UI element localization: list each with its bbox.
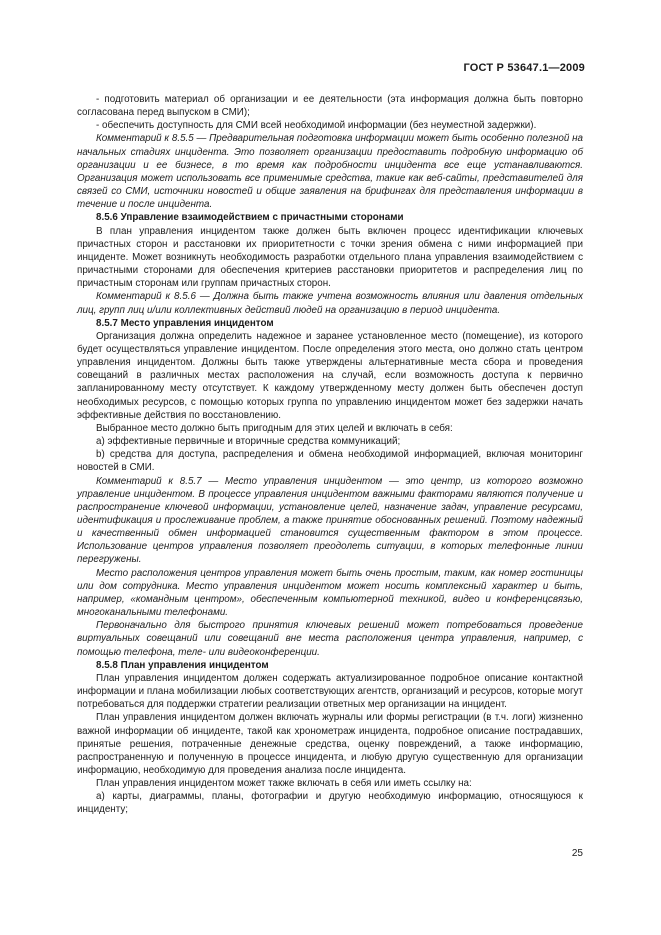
paragraph: - подготовить материал об организации и ее деятельности (эта информация должна быть повторно согласована перед выпуском в СМИ); <box>77 94 583 119</box>
paragraph: b) средства для доступа, распределения и обмена необходимой информацией, включая мониторинг новостей в СМИ. <box>77 449 583 474</box>
paragraph: В план управления инцидентом также должен быть включен процесс идентификации ключевых причастных сторон и расстановки их приоритетности с точки зрения обмена с ними информацией при инциденте. Может возникнуть необходимость разработки отдельного плана управления взаимодействием с причастными сторонами для обеспечения критериев расстановки приоритетов и распределения лиц по причастным сторонам или группам причастных сторон. <box>77 225 583 290</box>
paragraph: - обеспечить доступность для СМИ всей необходимой информации (без неуместной задержки). <box>96 120 537 132</box>
body-text <box>77 93 583 817</box>
section-heading: 8.5.6 Управление взаимодействием с причастными сторонами <box>96 212 404 224</box>
section-heading: 8.5.8 План управления инцидентом <box>96 659 269 671</box>
paragraph: a) карты, диаграммы, планы, фотографии и другую необходимую информацию, относящуюся к инциденту; <box>77 791 583 816</box>
document-id-header: ГОСТ Р 53647.1—2009 <box>463 62 585 74</box>
page-number: 25 <box>571 848 583 859</box>
comment-paragraph: Комментарий к 8.5.7 — Место управления инцидентом — это центр, из которого возможно управление инцидентом. В процессе управления инцидентом важными факторами являются получение и распространение ключевой информации, установление целей, назначение задач, управление ресурсами, идентификация и прослеживание проблем, а также принятие обоснованных решений. Поэтому надежный и качественный обмен информацией становится существенным фактором в этом процессе. Использование центров управления позволяет преодолеть ситуации, в которых телефонные линии перегружены. <box>77 475 583 566</box>
paragraph: Выбранное место должно быть пригодным для этих целей и включать в себя: <box>96 422 453 434</box>
paragraph: План управления инцидентом должен содержать актуализированное подробное описание контактной информации и плана мобилизации любых соответствующих агентств, организаций и ресурсов, которые могут потребоваться для поддержки стратегии реализации ответных мер организации на инцидент. <box>77 672 583 711</box>
comment-paragraph: Комментарий к 8.5.5 — Предварительная подготовка информации может быть особенно полезной на начальных стадиях инцидента. Это позволяет организации предоставить подробную информацию об организации и ее бизнесе, в то время как подробности инцидента все еще устанавливаются. Организация может использовать все применимые средства, такие как веб-сайты, представителей для связей со СМИ, источники новостей и общие заявления на брифингах для представления информации в течение и после инцидента. <box>77 133 583 211</box>
paragraph: a) эффективные первичные и вторичные средства коммуникаций; <box>96 436 401 448</box>
comment-paragraph: Первоначально для быстрого принятия ключевых решений может потребоваться проведение виртуальных совещаний или совещаний вне места расположения центра управления, например, с помощью телефона, теле- или видеоконференции. <box>77 620 583 658</box>
comment-paragraph: Место расположения центров управления может быть очень простым, таким, как номер гостиницы или дом сотрудника. Место управления инцидентом может носить комплексный характер и быть, например, «командным центром», обеспеченным компьютерной техникой, видео и конференцсвязью, многоканальными телефонами. <box>77 567 583 619</box>
paragraph: Организация должна определить надежное и заранее установленное место (помещение), из которого будет осуществляться управление инцидентом. После определения этого места, оно должно стать центром управления инцидентом. Должны быть также утверждены альтернативные места сбора и проведения совещаний в различных местах расположения на случай, если возможность доступа к первично запланированному месту отсутствует. К каждому утвержденному месту должен быть обеспечен доступ необходимых ресурсов, с помощью которых группа по управлению инцидентом может без задержки начать эффективные действия по восстановлению. <box>77 330 583 421</box>
paragraph: План управления инцидентом должен включать журналы или формы регистрации (в т.ч. логи) жизненно важной информации об инциденте, такой как хронометраж инцидента, подробное описание пострадавших, принятые решения, потраченные денежные средства, оценку повреждений, а также информацию, распространенную и полученную в процессе инцидента, и любую другую существенную для организации информацию, необходимую для проведения анализа после инцидента. <box>77 712 583 776</box>
paragraph: План управления инцидентом может также включать в себя или иметь ссылку на: <box>96 778 472 790</box>
comment-paragraph: Комментарий к 8.5.6 — Должна быть также учтена возможность влияния или давления отдельных лиц, групп лиц и/или коллективных действий людей на организацию в период инцидента. <box>77 291 583 316</box>
section-heading: 8.5.7 Место управления инцидентом <box>96 317 274 329</box>
